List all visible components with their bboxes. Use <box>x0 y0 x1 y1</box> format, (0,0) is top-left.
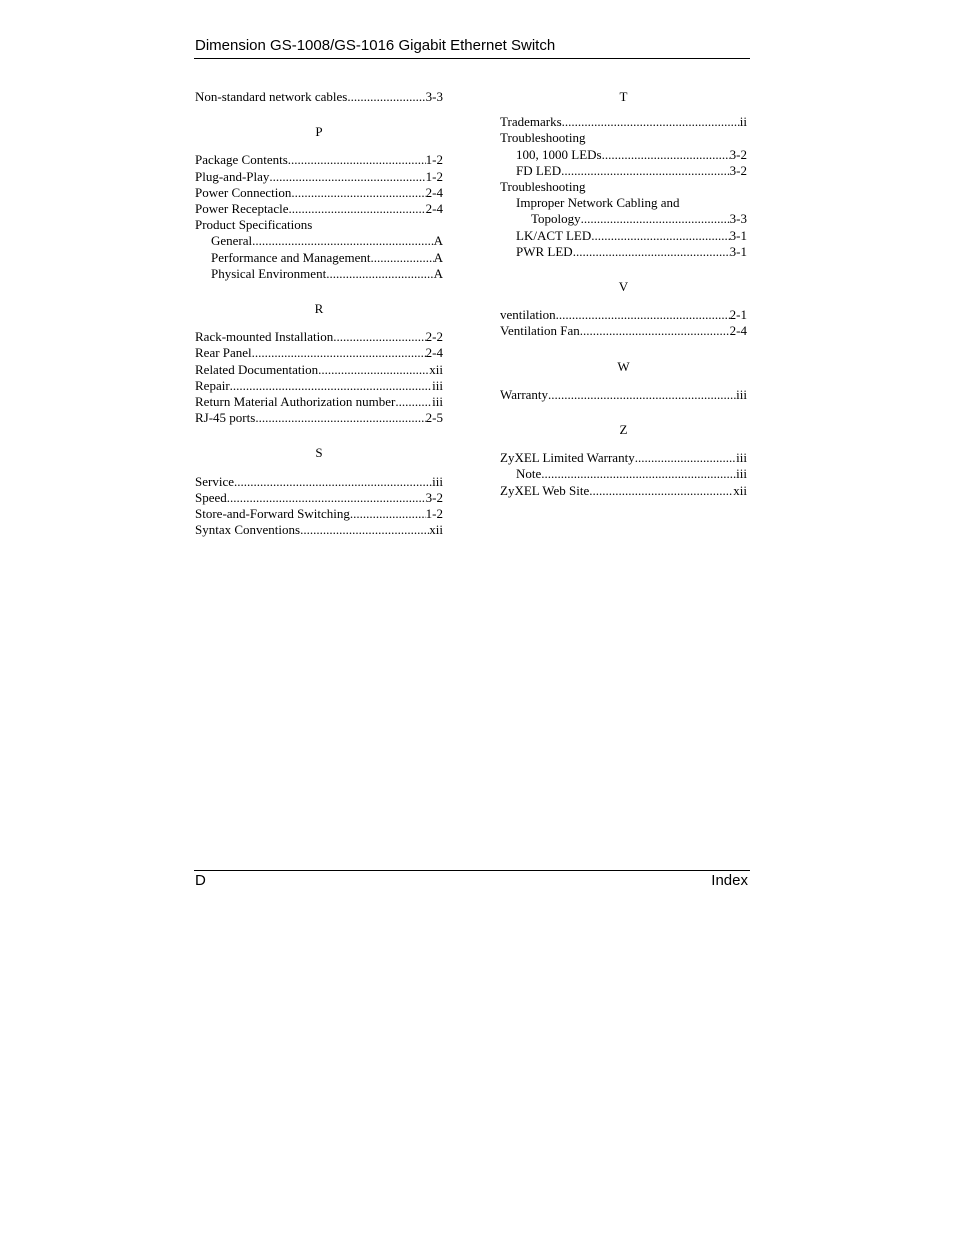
index-entry: Syntax Conventions ..... xii <box>195 522 443 538</box>
index-entry: Warranty ..... iii <box>500 387 747 403</box>
index-entry-heading: Product Specifications <box>195 217 313 233</box>
index-entry: Trademarks ..... ii <box>500 114 747 130</box>
index-subentry-heading: Improper Network Cabling and <box>516 195 680 211</box>
index-entry: Power Connection ..... 2-4 <box>195 185 443 201</box>
index-entry: Non-standard network cables ..... 3-3 <box>195 89 443 105</box>
index-entry: Rear Panel ..... 2-4 <box>195 345 443 361</box>
index-entry: Package Contents ..... 1-2 <box>195 152 443 168</box>
index-right-column <box>500 89 747 499</box>
index-entry: Plug-and-Play ..... 1-2 <box>195 169 443 185</box>
index-entry: Rack-mounted Installation ..... 2-2 <box>195 329 443 345</box>
index-subentry: Performance and Management ..... A <box>195 250 443 266</box>
footer-section-label: Index <box>711 872 748 889</box>
section-letter-s: S <box>315 445 323 461</box>
index-subentry: Topology ..... 3-3 <box>500 211 747 227</box>
index-entry: Speed ..... 3-2 <box>195 490 443 506</box>
index-entry: Store-and-Forward Switching ..... 1-2 <box>195 506 443 522</box>
index-left-column <box>195 89 443 538</box>
index-subentry: FD LED ..... 3-2 <box>500 163 747 179</box>
index-subentry: General ..... A <box>195 233 443 249</box>
index-subentry: PWR LED ..... 3-1 <box>500 244 747 260</box>
index-entry: ZyXEL Limited Warranty ..... iii <box>500 450 747 466</box>
header-rule <box>194 58 750 59</box>
index-entry-heading: Troubleshooting <box>500 130 586 146</box>
index-subentry: LK/ACT LED ..... 3-1 <box>500 228 747 244</box>
page-header-title: Dimension GS-1008/GS-1016 Gigabit Ethernet Switch <box>195 37 556 54</box>
index-entry: Repair ..... iii <box>195 378 443 394</box>
index-entry: Return Material Authorization number ..... iii <box>195 394 443 410</box>
index-entry: Related Documentation ..... xii <box>195 362 443 378</box>
index-entry: ventilation ..... 2-1 <box>500 307 747 323</box>
index-subentry: Note ..... iii <box>500 466 747 482</box>
section-letter-r: R <box>314 301 324 317</box>
section-letter-p: P <box>315 124 323 140</box>
section-letter-v: V <box>618 279 629 295</box>
index-entry: Power Receptacle ..... 2-4 <box>195 201 443 217</box>
section-letter-t: T <box>619 89 628 104</box>
index-entry: Service ..... iii <box>195 474 443 490</box>
footer-rule <box>194 870 750 871</box>
index-entry: ZyXEL Web Site ..... xii <box>500 483 747 499</box>
section-letter-z: Z <box>619 422 628 438</box>
index-entry: Ventilation Fan ..... 2-4 <box>500 323 747 339</box>
section-letter-w: W <box>617 358 630 374</box>
index-subentry: Physical Environment ..... A <box>195 266 443 282</box>
index-entry-heading: Troubleshooting <box>500 179 586 195</box>
index-subentry: 100, 1000 LEDs ..... 3-2 <box>500 147 747 163</box>
page-number: D <box>195 872 206 889</box>
index-entry: RJ-45 ports ..... 2-5 <box>195 410 443 426</box>
